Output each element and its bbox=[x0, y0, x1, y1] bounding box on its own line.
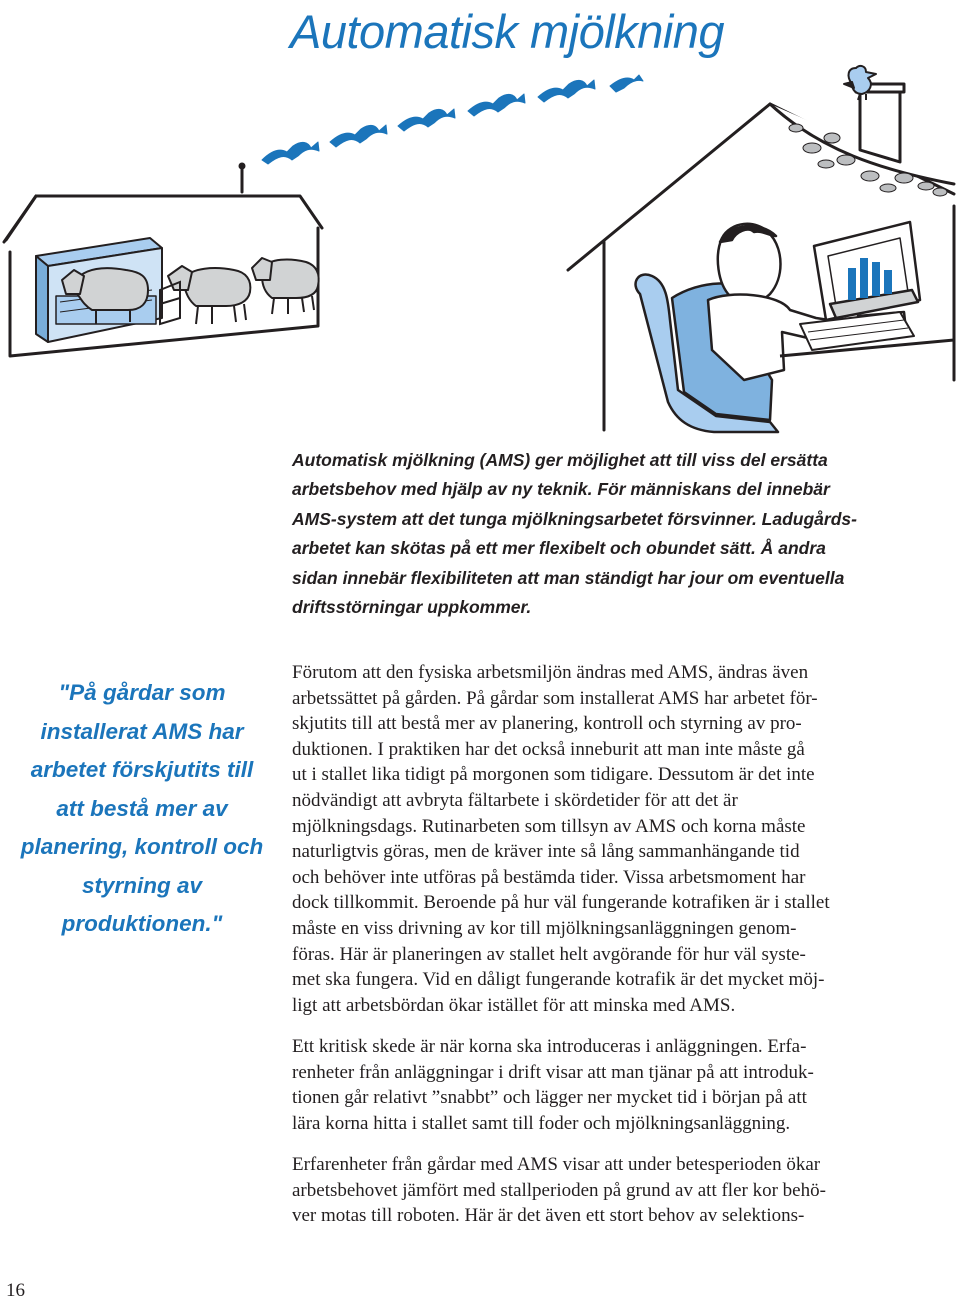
intro-line: AMS-system att det tunga mjölkningsarbetet försvinner. Ladugårds- bbox=[292, 508, 857, 529]
body-line: ut i stallet lika tidigt på morgonen som tidigare. Dessutom är det inte bbox=[292, 764, 815, 786]
pull-quote-line: installerat AMS har bbox=[40, 718, 244, 744]
body-line: Ett kritisk skede är när korna ska introduceras i anläggningen. Erfa- bbox=[292, 1036, 807, 1057]
body-line: met ska fungera. Vid en dåligt fungerande kotrafik är det mycket möj- bbox=[292, 969, 825, 991]
pull-quote-line: arbetet förskjutits till bbox=[30, 757, 254, 782]
body-line: ligt att arbetsbördan ökar istället för att minska med AMS. bbox=[292, 994, 736, 1016]
body-line: lära korna hitta i stallet samt till foder och mjölkningsanläggning. bbox=[292, 1112, 791, 1134]
body-line: och behöver inte utföras på bestämda tider. Vissa arbetsmoment har bbox=[292, 866, 806, 888]
wireless-signal-icon bbox=[262, 75, 643, 164]
pull-quote-line: "På gårdar som bbox=[58, 680, 226, 705]
body-line: mjölkningsdags. Rutinarbeten som tillsyn av AMS och korna måste bbox=[292, 815, 806, 837]
intro-line: sidan innebär flexibiliteten att man ständigt har jour om eventuella bbox=[292, 567, 845, 588]
pull-quote-line: produktionen." bbox=[61, 911, 223, 936]
body-line: föras. Här är planeringen av stallet helt avgörande för hur väl syste- bbox=[292, 943, 806, 965]
pull-quote-line: att bestå mer av bbox=[56, 795, 228, 821]
body-line: tionen går relativt ”snabbt” och lägger ner mycket tid i början på att bbox=[292, 1087, 807, 1109]
intro-text bbox=[292, 446, 942, 622]
body-line: Förutom att den fysiska arbetsmiljön ändras med AMS, ändras även bbox=[292, 662, 809, 683]
page-number: 16 bbox=[6, 1280, 25, 1301]
pull-quote-line: styrning av bbox=[81, 872, 203, 898]
body-line: nödvändigt att avbryta fältarbete i skördetider för att det är bbox=[292, 789, 738, 811]
body-line: renheter från anläggningar i drift visar att man tjänar på att introduk- bbox=[292, 1061, 814, 1083]
body-line: arbetsbehovet jämfört med stallperioden på grund av att fler kor behö- bbox=[292, 1179, 826, 1201]
body-paragraph-3 bbox=[292, 1152, 958, 1229]
body-line: Erfarenheter från gårdar med AMS visar att under betesperioden ökar bbox=[292, 1154, 821, 1175]
body-line: naturligtvis göras, men de kräver inte så lång sammanhängande tid bbox=[292, 841, 800, 863]
body-line: ver motas till roboten. Här är det även ett stort behov av selektions- bbox=[292, 1205, 805, 1227]
intro-line: Automatisk mjölkning (AMS) ger möjlighet att till viss del ersätta bbox=[292, 450, 828, 470]
body-paragraph-1 bbox=[292, 660, 958, 1018]
ams-illustration bbox=[0, 60, 960, 440]
body-line: duktionen. I praktiken har det också inneburit att man inte måste gå bbox=[292, 738, 805, 760]
body-line: måste en viss drivning av kor till mjölkningsanläggningen genom- bbox=[292, 917, 797, 939]
intro-line: arbetet kan skötas på ett mer flexibelt och obundet sätt. Å andra bbox=[292, 538, 826, 559]
intro-line: arbetsbehov med hjälp av ny teknik. För människans del innebär bbox=[292, 479, 830, 500]
body-paragraph-2 bbox=[292, 1034, 958, 1136]
body-line: dock tillkommit. Beroende på hur väl fungerande kotrafiken är i stallet bbox=[292, 892, 830, 914]
pull-quote bbox=[6, 674, 278, 944]
body-line: arbetssättet på gården. På gårdar som installerat AMS har arbetet för- bbox=[292, 687, 818, 709]
intro-line: driftsstörningar uppkommer. bbox=[292, 597, 532, 618]
page-title: Automatisk mjölkning bbox=[290, 5, 725, 58]
pull-quote-line: planering, kontroll och bbox=[20, 834, 264, 859]
body-line: skjutits till att bestå mer av planering, kontroll och styrning av pro- bbox=[292, 713, 802, 735]
